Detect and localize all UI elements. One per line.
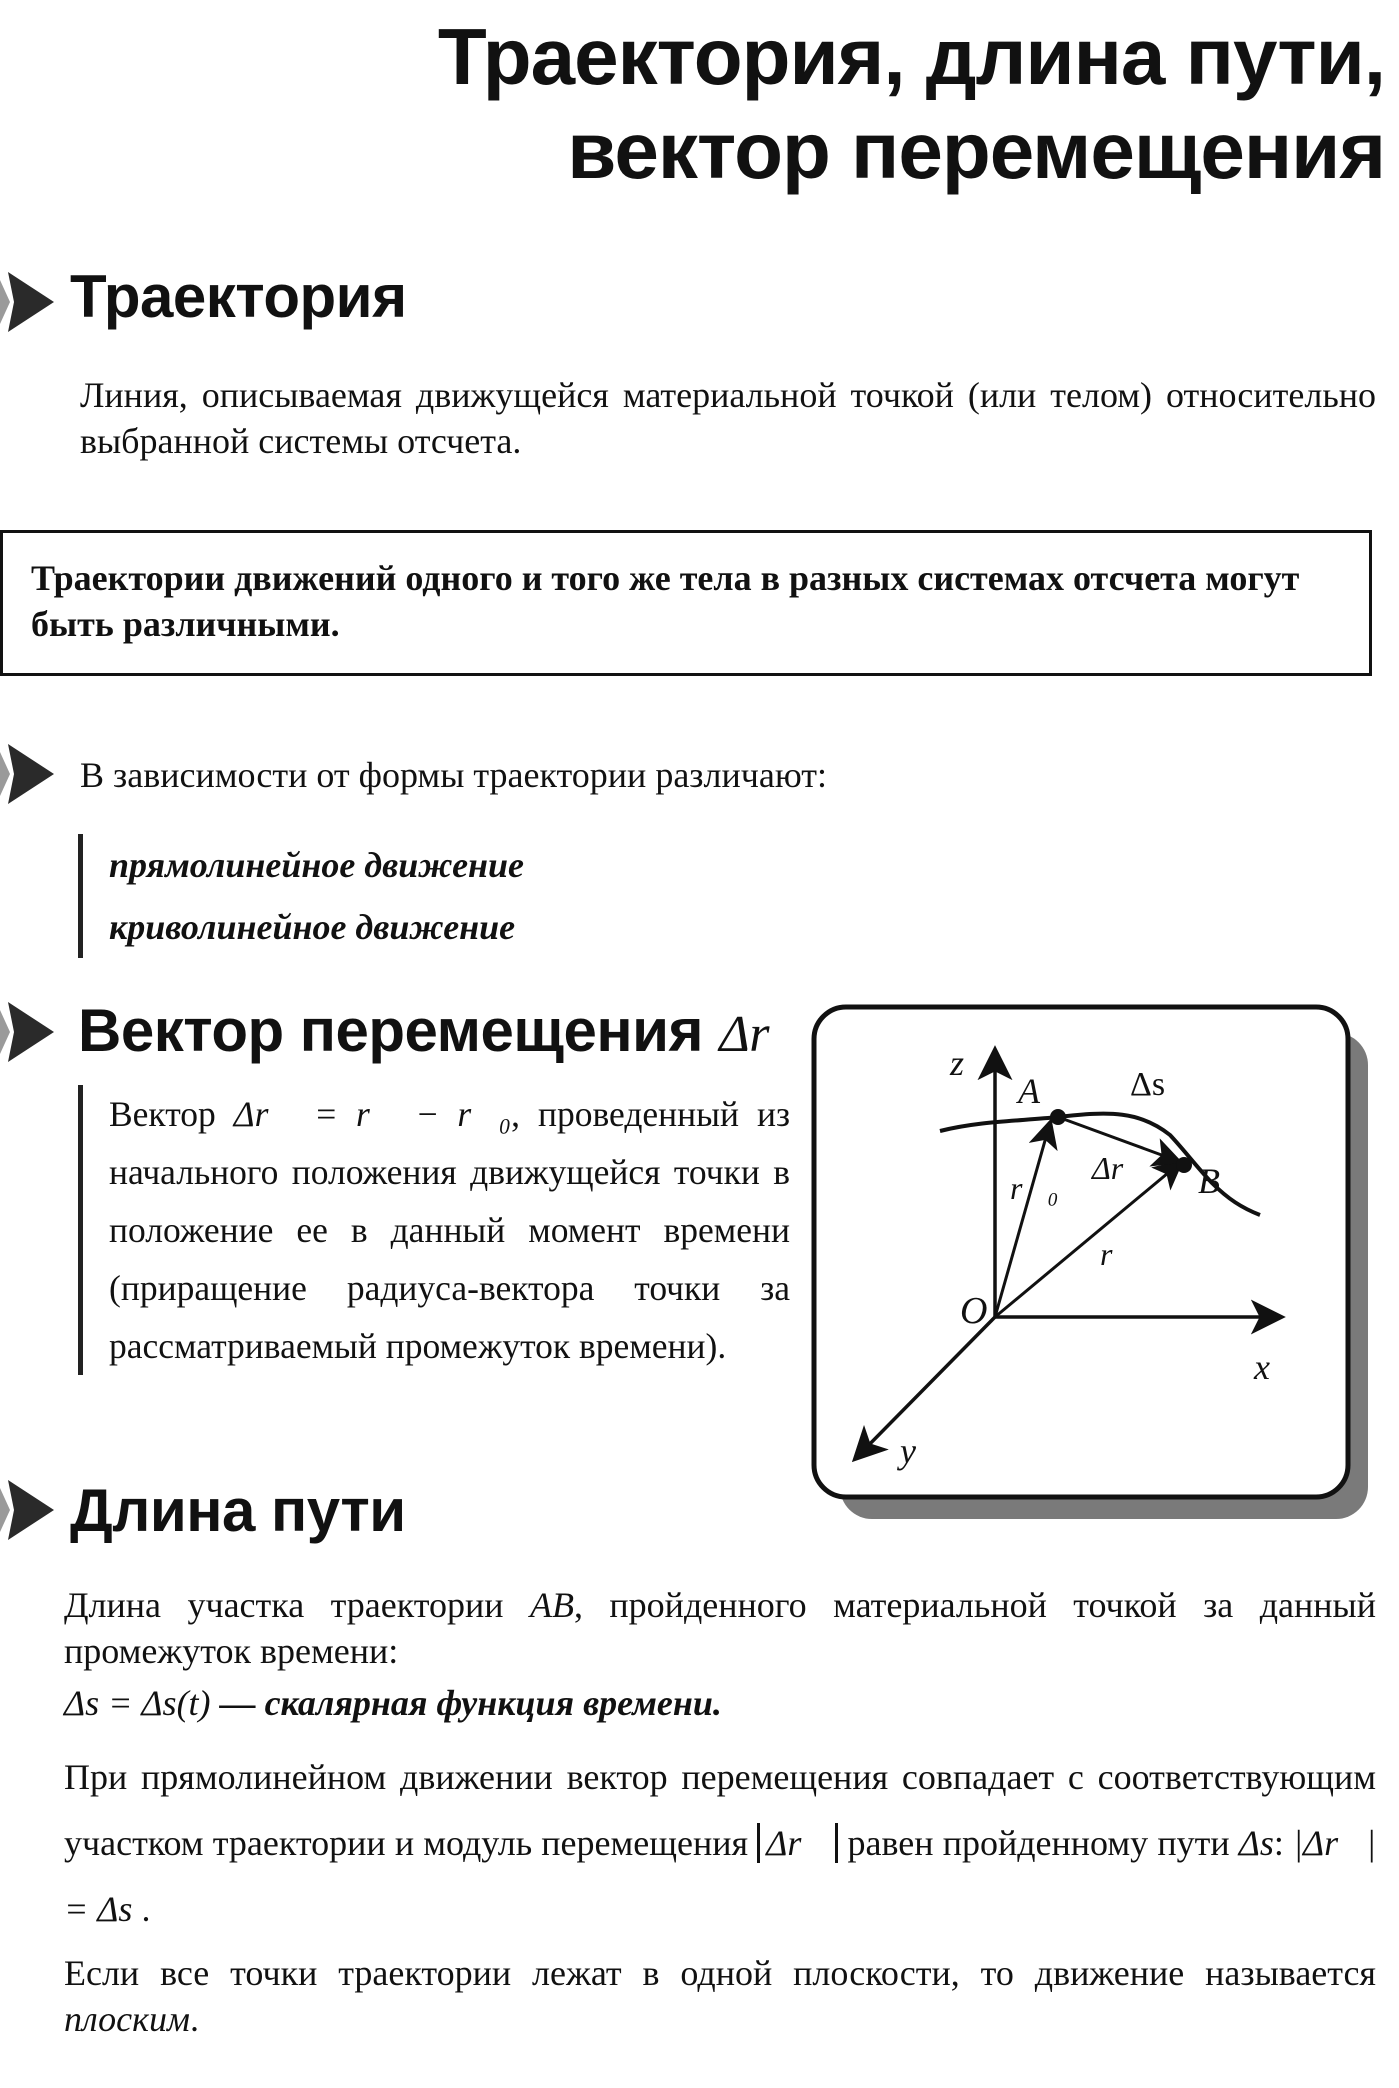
modulus-symbol: Δr⃗	[757, 1823, 838, 1863]
path-length-formula-desc: — скалярная функция времени.	[210, 1683, 722, 1723]
displacement-heading-symbol: Δr⃗	[719, 1006, 810, 1063]
r0-label: r⃗₀	[1010, 1170, 1059, 1206]
path-def-after: , пройденного материальной точкой за данный промежуток времени:	[64, 1585, 1376, 1671]
path-def-ab: AB	[530, 1585, 574, 1625]
section-marker-icon	[0, 1474, 58, 1546]
path-def-before: Длина участка траектории	[64, 1585, 530, 1625]
displacement-formula: Δr⃗ = r⃗ − r⃗₀	[233, 1094, 512, 1134]
para2-part1: При прямолинейном движении вектор перемещения совпадает с соответствующим участком траектории и модуль перемещения	[64, 1757, 1376, 1863]
section-marker-icon	[0, 266, 58, 338]
path-length-formula: Δs = Δs(t)	[64, 1683, 211, 1723]
point-b-dot	[1176, 1157, 1192, 1173]
page-title	[185, 10, 1385, 198]
axis-x-label: x	[1254, 1347, 1270, 1387]
trajectory-note-text: Траектории движений одного и того же тела в разных системах отсчета могут быть различными.	[31, 558, 1300, 644]
para2-colon: :	[1273, 1823, 1294, 1863]
para3-end: .	[189, 1999, 199, 2039]
axis-z-label: z	[950, 1043, 965, 1083]
displacement-heading-text: Вектор перемещения	[78, 997, 704, 1064]
page-title-line-2: вектор перемещения	[567, 106, 1385, 195]
para3-part1: Если все точки траектории лежат в одной плоскости, то движение называется	[64, 1953, 1376, 1993]
path-label: Δs	[1130, 1066, 1166, 1103]
r-label: r⃗	[1100, 1236, 1138, 1272]
page-title-line-1: Траектория, длина пути,	[437, 12, 1385, 101]
list-item: прямолинейное движение	[109, 845, 525, 885]
displacement-definition	[78, 1085, 790, 1375]
displacement-text-before: Вектор	[109, 1094, 234, 1134]
section-marker-icon	[0, 738, 58, 810]
shape-types-intro: В зависимости от формы траектории различают:	[80, 755, 827, 795]
para2-formula: |Δr⃗| = Δs	[64, 1823, 1376, 1929]
trajectory-note-box	[0, 530, 1372, 676]
point-a-dot	[1050, 1109, 1066, 1125]
para2-end: .	[132, 1889, 151, 1929]
para2-ds: Δs	[1238, 1823, 1274, 1863]
trajectory-definition: Линия, описываемая движущейся материальной точкой (или телом) относительно выбранной системы отсчета.	[80, 375, 1376, 461]
list-item: криволинейное движение	[109, 907, 516, 947]
diagram-frame	[814, 1007, 1348, 1497]
shape-types-list	[78, 834, 524, 958]
para2-part2: равен пройденному пути	[838, 1823, 1239, 1863]
path-length-heading: Длина пути	[70, 1477, 406, 1544]
origin-label: O	[960, 1290, 988, 1332]
delta-r-label: Δr⃗	[1092, 1150, 1149, 1186]
section-marker-icon	[0, 996, 58, 1068]
displacement-text-after: , проведенный из начального положения движущейся точки в положение ее в данный момент времени (приращение радиуса-вектора точки за рассматриваемый промежуток времени).	[109, 1094, 791, 1366]
displacement-heading	[78, 996, 809, 1070]
point-b-label: B	[1198, 1161, 1220, 1201]
path-length-definition	[64, 1582, 1376, 1674]
trajectory-heading: Траектория	[70, 263, 407, 330]
path-length-plane-motion	[64, 1950, 1376, 2042]
para3-italic: плоским	[64, 1999, 190, 2039]
path-length-formula-line	[64, 1680, 1376, 1726]
axis-y-label: y	[900, 1431, 916, 1471]
point-a-label: A	[1018, 1071, 1040, 1111]
displacement-diagram	[810, 1003, 1380, 1531]
path-length-straight-motion	[64, 1744, 1376, 1942]
